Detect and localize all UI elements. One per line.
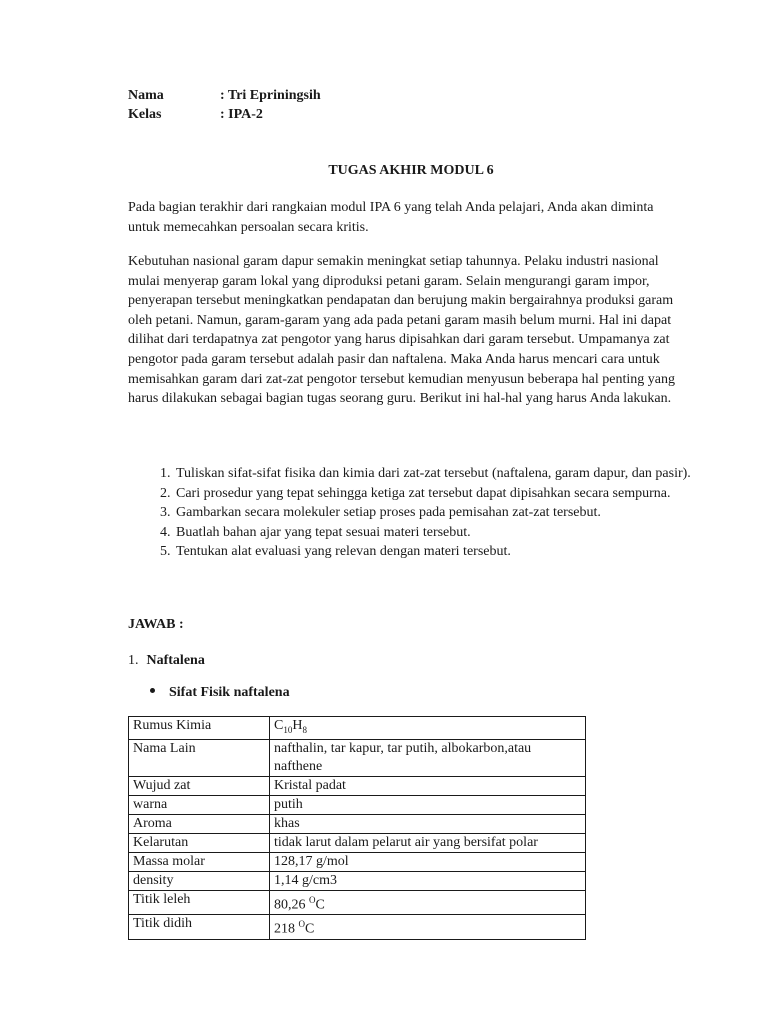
task-item: 5. Tentukan alat evaluasi yang relevan dengan materi tersebut.: [174, 542, 704, 562]
table-row: [129, 814, 586, 833]
table-value: khas: [270, 814, 586, 833]
task-item: 2. Cari prosedur yang tepat sehingga ketiga zat tersebut dapat dipisahkan secara sempurna.: [174, 484, 704, 504]
table-key: Massa molar: [129, 852, 270, 871]
table-value: 80,26 $^O$C: [270, 890, 586, 915]
body-paragraph: Kebutuhan nasional garam dapur semakin meningkat setiap tahunnya. Pelaku industri nasional mulai menyerap garam lokal yang diproduksi petani garam. Selain mengurangi garam impor, penyerapan tersebut meningkatkan pendapatan dan berujung makin bergairahnya produksi garam oleh petani. Namun, garam-garam yang ada pada petani garam masih belum murni. Hal ini dapat dilihat dari terdapatnya zat pengotor yang harus dipisahkan dari garam tersebut. Umpamanya zat pengotor pada garam tersebut adalah pasir dan naftalena. Maka Anda harus mencari cara untuk memisahkan garam dari zat-zat pengotor tersebut kemudian menyusun beberapa hal penting yang harus dilakukan sebagai bagian tugas seorang guru. Berikut ini hal-hal yang harus Anda lakukan.: [128, 254, 675, 407]
table-row: [129, 915, 586, 940]
task-list: [128, 464, 704, 562]
properties-table: [128, 716, 586, 940]
intro-paragraph: Pada bagian terakhir dari rangkaian modul IPA 6 yang telah Anda pelajari, Anda akan diminta untuk memecahkan persoalan secara kritis.: [128, 200, 654, 235]
table-value: putih: [270, 795, 586, 814]
table-row: [129, 852, 586, 871]
bullet-heading: [150, 685, 290, 701]
table-row: [129, 890, 586, 915]
document-title: TUGAS AKHIR MODUL 6: [328, 163, 494, 178]
table-value: Kristal padat: [270, 776, 586, 795]
table-key: Nama Lain: [129, 739, 270, 776]
table-value: 218 $^O$C: [270, 915, 586, 940]
task-item: 3. Gambarkan secara molekuler setiap proses pada pemisahan zat-zat tersebut.: [174, 503, 704, 523]
table-row: [129, 739, 586, 776]
table-key: Kelarutan: [129, 833, 270, 852]
table-row: [129, 717, 586, 740]
table-key: warna: [129, 795, 270, 814]
table-key: density: [129, 871, 270, 890]
section-title: Naftalena: [146, 653, 205, 668]
table-value: nafthalin, tar kapur, tar putih, albokarbon,atau nafthene: [270, 739, 586, 776]
table-value: tidak larut dalam pelarut air yang bersifat polar: [270, 833, 586, 852]
section-heading: [128, 653, 205, 669]
table-value: $C_{10}H_8$: [270, 717, 586, 740]
table-key: Aroma: [129, 814, 270, 833]
table-key: Rumus Kimia: [129, 717, 270, 740]
name-value: : Tri Epriningsih: [220, 88, 321, 103]
bullet-title: Sifat Fisik naftalena: [169, 685, 290, 700]
table-row: [129, 871, 586, 890]
bullet-icon: [150, 688, 155, 693]
class-label: Kelas: [128, 107, 162, 122]
task-item: 4. Buatlah bahan ajar yang tepat sesuai materi tersebut.: [174, 523, 704, 543]
table-row: [129, 776, 586, 795]
table-key: Titik didih: [129, 915, 270, 940]
table-row: [129, 833, 586, 852]
table-value: 128,17 g/mol: [270, 852, 586, 871]
table-row: [129, 795, 586, 814]
section-number: 1.: [128, 653, 139, 668]
table-key: Titik leleh: [129, 890, 270, 915]
class-row: [128, 107, 263, 123]
name-label: Nama: [128, 88, 164, 103]
name-row: [128, 88, 321, 104]
table-value: 1,14 g/cm3: [270, 871, 586, 890]
class-value: : IPA-2: [220, 107, 263, 122]
answer-heading: JAWAB :: [128, 617, 184, 632]
table-key: Wujud zat: [129, 776, 270, 795]
task-item: 1. Tuliskan sifat-sifat fisika dan kimia dari zat-zat tersebut (naftalena, garam dapur, dan pasir).: [174, 464, 704, 484]
